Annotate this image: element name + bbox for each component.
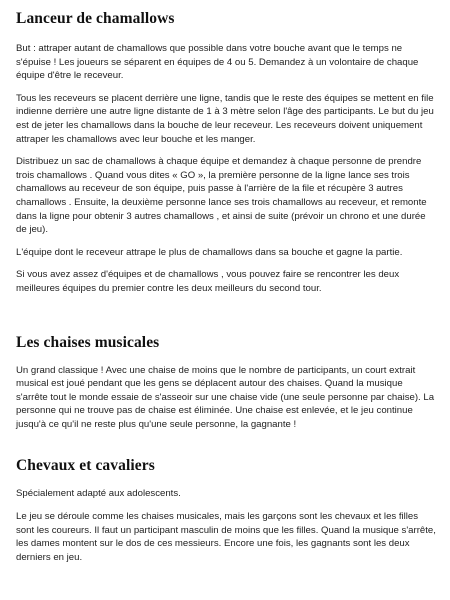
paragraph: Tous les receveurs se placent derrière une ligne, tandis que le reste des équipes se mettent en file indienne derrière une autre ligne distante de 1 à 3 mètre selon l'âge des participants. Le but du jeu est de jeter les chamallows dans la bouche de leur receveur. Les receveurs doivent uniquement attraper les chamallows avec leur bouche et les manger. xyxy=(16,92,434,145)
paragraph: But : attraper autant de chamallows que possible dans votre bouche avant que le temps ne s'épuise ! Les joueurs se séparent en équipes de 4 ou 5. Demandez à un volontaire de chaque équipe d'être le receveur. xyxy=(16,43,419,82)
section-les-chaises-musicales xyxy=(16,334,436,432)
paragraph: Spécialement adapté aux adolescents. xyxy=(16,488,181,500)
section-chevaux-et-cavaliers xyxy=(16,457,436,564)
section-lanceur-de-chamallows xyxy=(16,10,436,296)
paragraph: L'équipe dont le receveur attrape le plus de chamallows dans sa bouche et gagne la partie. xyxy=(16,246,403,258)
paragraph: Le jeu se déroule comme les chaises musicales, mais les garçons sont les chevaux et les filles sont les coureurs. Il faut un participant masculin de moins que les filles. Quand la musique s'arrête, les dames montent sur le dos de ces messieurs. Encore une fois, les gagnants sont les deux derniers en jeu. xyxy=(16,511,436,563)
section-title: Les chaises musicales xyxy=(16,333,160,351)
paragraph: Distribuez un sac de chamallows à chaque équipe et demandez à chaque personne de prendre trois chamallows . Quand vous dites « GO », la première personne de la ligne lance ses trois chamallows au receveur de son équipe, puis passe à l'arrière de la file et récupère 3 autres chamallows . Ensuite, la deuxième personne lance ses trois chamallows au receveur, et remonte dans la ligne pour obtenir 3 autres chamallows , et ainsi de suite (prévoir un chrono et une durée de jeu). xyxy=(16,156,427,236)
section-title: Chevaux et cavaliers xyxy=(16,457,155,475)
paragraph: Un grand classique ! Avec une chaise de moins que le nombre de participants, un court extrait musical est joué pendant que les gens se déplacent autour des chaises. Quand la musique s'arrête tout le monde essaie de s'asseoir sur une chaise vide (une seule personne par chaise). La personne qui ne trouve pas de chaise est éliminée. Une chaise est enlevée, et le jeu continue jusqu'à ce qu'il ne reste plus qu'une seule personne, la gagnante ! xyxy=(16,364,435,430)
section-title: Lanceur de chamallows xyxy=(16,10,175,27)
paragraph: Si vous avez assez d'équipes et de chamallows , vous pouvez faire se rencontrer les deux meilleures équipes du premier contre les deux meilleurs du second tour. xyxy=(16,269,400,294)
